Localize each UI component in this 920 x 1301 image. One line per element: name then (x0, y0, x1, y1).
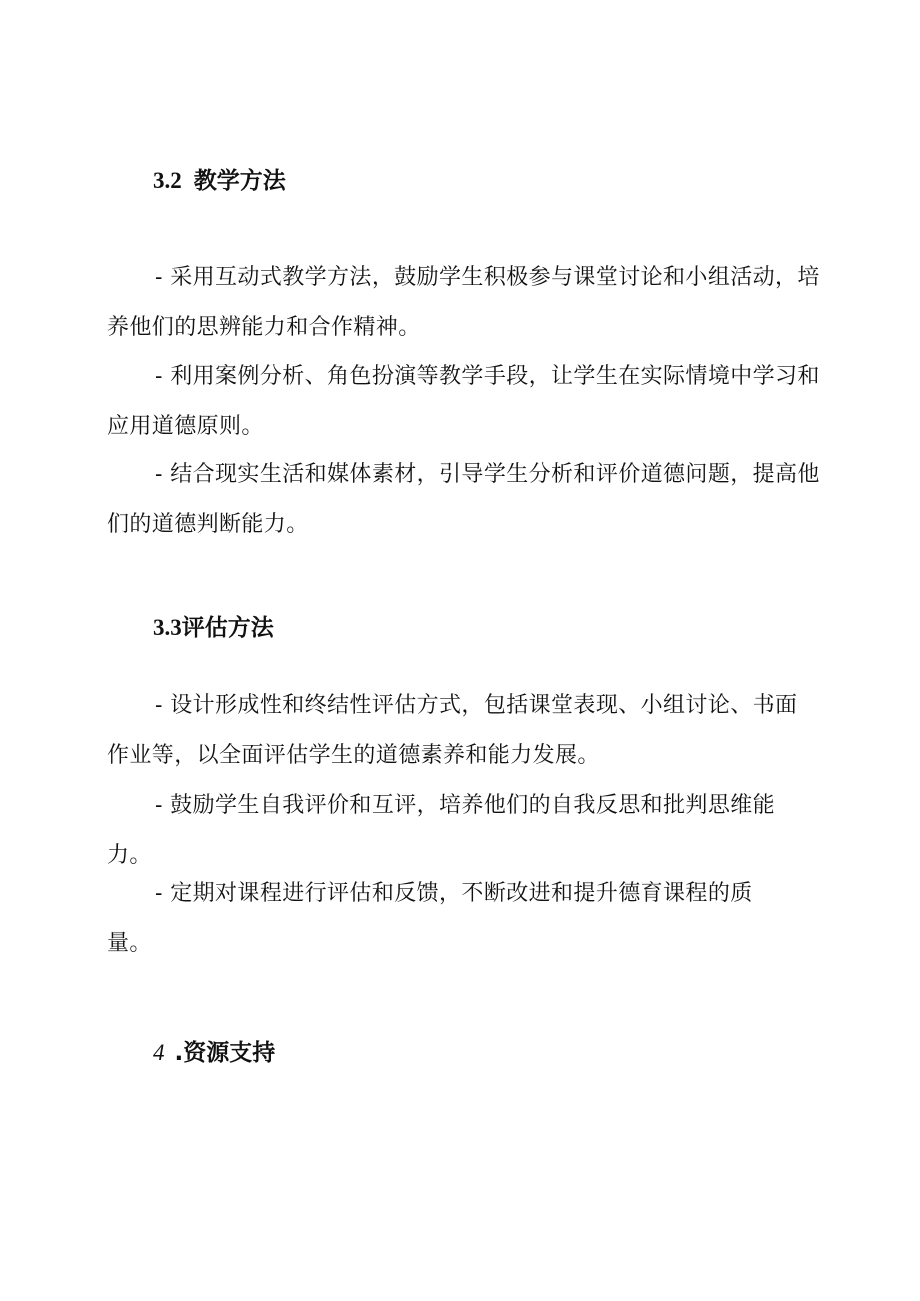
list-item: - 结合现实生活和媒体素材，引导学生分析和评价道德问题，提高他们的道德判断能力。 (107, 462, 820, 537)
heading-title: 教学方法 (193, 168, 286, 194)
heading-number: 3.2 (153, 168, 182, 193)
section-heading-3-3 (153, 613, 274, 643)
list-item: - 采用互动式教学方法，鼓励学生积极参与课堂讨论和小组活动，培养他们的思辨能力和合作精神。 (107, 265, 820, 340)
list-item: - 定期对课程进行评估和反馈，不断改进和提升德育课程的质量。 (107, 881, 753, 956)
list-item: - 设计形成性和终结性评估方式，包括课堂表现、小组讨论、书面作业等，以全面评估学生的道德素养和能力发展。 (107, 693, 798, 768)
list-item: - 鼓励学生自我评价和互评，培养他们的自我反思和批判思维能力。 (107, 793, 776, 868)
heading-title: .资源支持 (174, 1040, 276, 1066)
section-heading-4 (153, 1038, 275, 1068)
heading-number: 4 (153, 1040, 165, 1065)
list-item: - 利用案例分析、角色扮演等教学手段，让学生在实际情境中学习和应用道德原则。 (107, 364, 820, 439)
heading-title: 评估方法 (181, 615, 274, 641)
section-heading-3-2 (153, 166, 286, 196)
heading-number: 3.3 (153, 615, 182, 640)
